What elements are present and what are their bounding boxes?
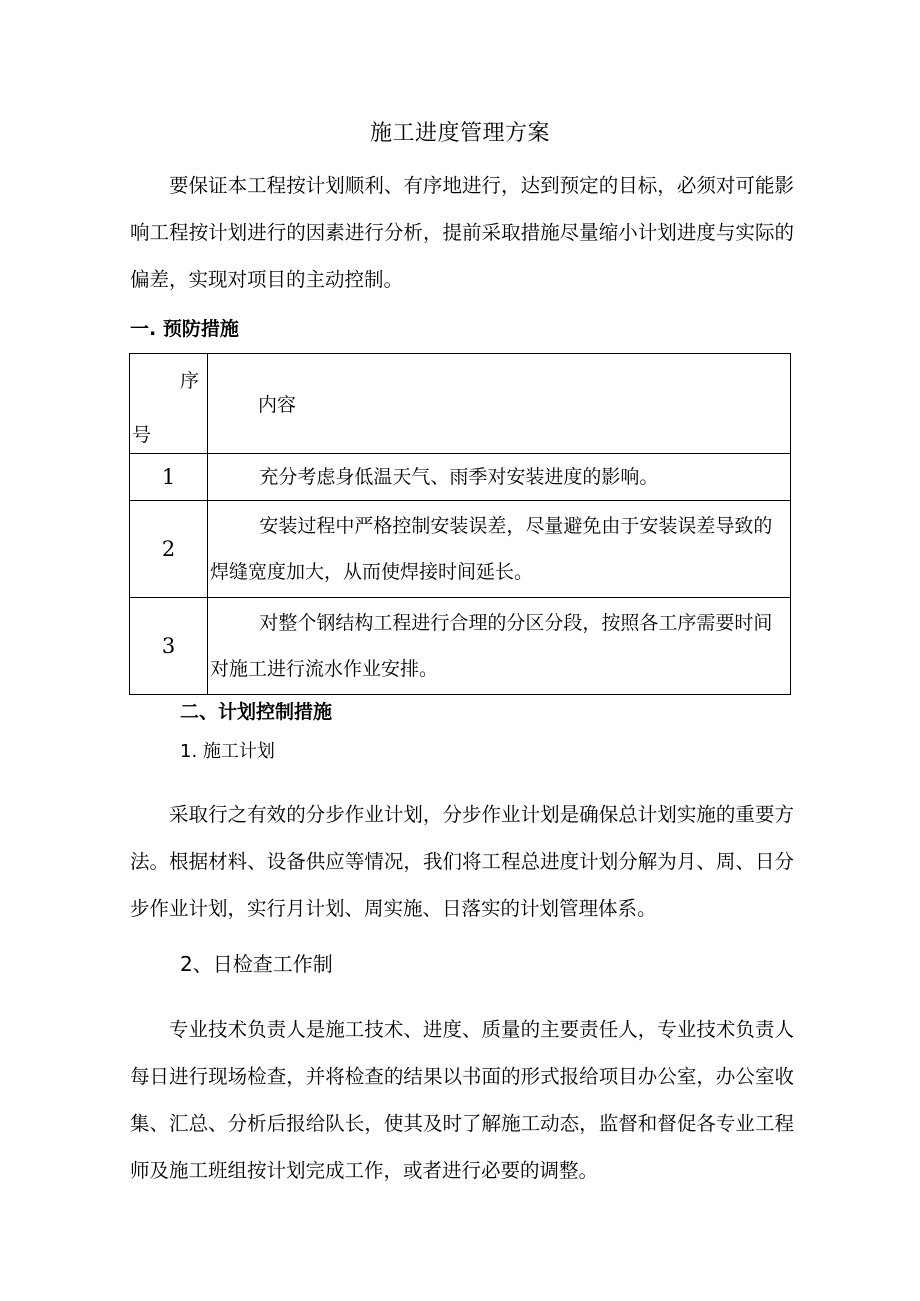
row-number: 1 [130, 454, 208, 501]
sub1-title: 1. 施工计划 [180, 741, 275, 762]
section2-heading: 二、计划控制措施 [180, 701, 333, 723]
row-number: 3 [130, 598, 208, 695]
table-row [130, 454, 791, 501]
table-header-row [130, 354, 791, 454]
row-content: 对整个钢结构工程进行合理的分区分段，按照各工序需要时间对施工进行流水作业安排。 [208, 598, 791, 695]
sub1-paragraph: 采取行之有效的分步作业计划，分步作业计划是确保总计划实施的重要方法。根据材料、设备供应等情况，我们将工程总进度计划分解为月、周、日分步作业计划，实行月计划、周实施、日落实的计划管理体系。 [130, 803, 794, 920]
prevention-measures-table [129, 353, 791, 695]
header-no-top: 序 [179, 370, 199, 392]
table-row [130, 501, 791, 598]
document-title: 施工进度管理方案 [369, 121, 550, 146]
intro-paragraph: 要保证本工程按计划顺利、有序地进行，达到预定的目标，必须对可能影响工程按计划进行的因素进行分析，提前采取措施尽量缩小计划进度与实际的偏差，实现对项目的主动控制。 [130, 174, 794, 291]
header-content-cell: 内容 [208, 354, 791, 454]
section1-heading: 一. 预防措施 [130, 318, 239, 340]
row-content: 充分考虑身低温天气、雨季对安装进度的影响。 [208, 454, 791, 501]
header-no-cell [130, 354, 208, 454]
header-no-bottom: 号 [132, 424, 152, 446]
row-number: 2 [130, 501, 208, 598]
table-row [130, 598, 791, 695]
sub2-title: 2、日检查工作制 [180, 952, 333, 976]
row-content: 安装过程中严格控制安装误差，尽量避免由于安装误差导致的焊缝宽度加大，从而使焊接时间延长。 [208, 501, 791, 598]
sub2-paragraph: 专业技术负责人是施工技术、进度、质量的主要责任人，专业技术负责人每日进行现场检查，并将检查的结果以书面的形式报给项目办公室，办公室收集、汇总、分析后报给队长，使其及时了解施工动态，监督和督促各专业工程师及施工班组按计划完成工作，或者进行必要的调整。 [130, 1018, 794, 1182]
